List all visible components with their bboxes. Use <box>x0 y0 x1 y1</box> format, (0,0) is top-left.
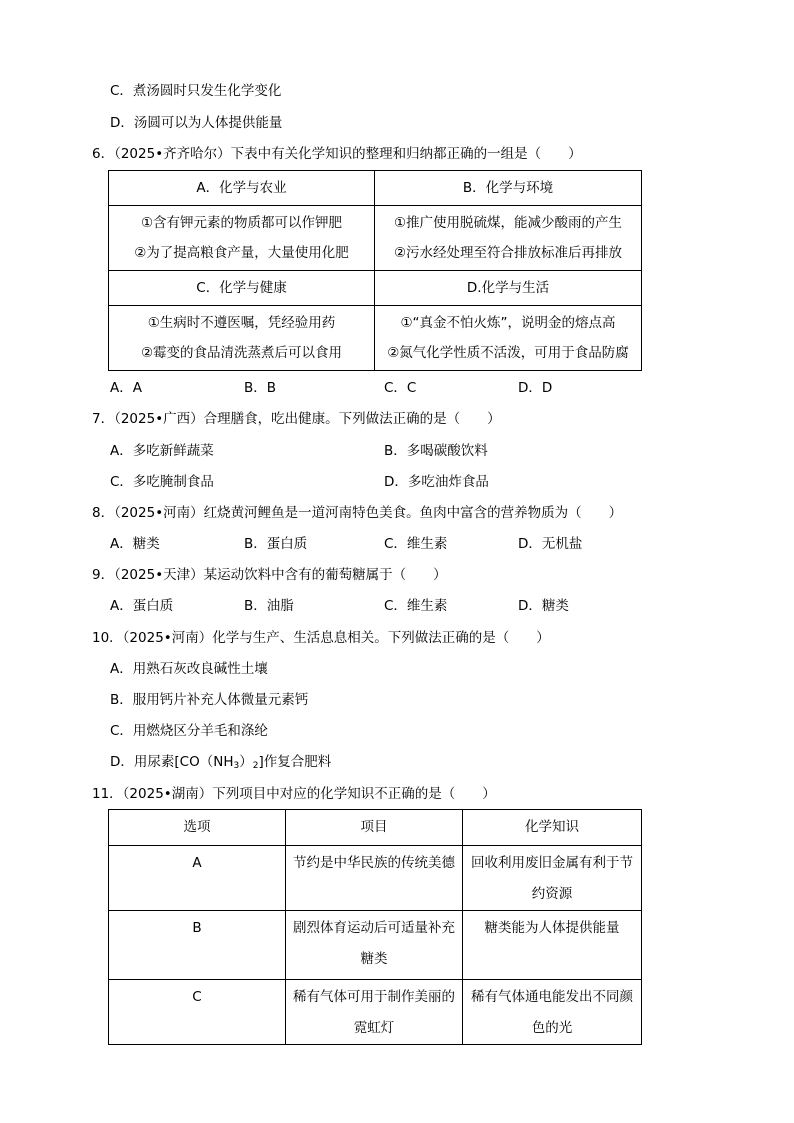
option-d: D．汤圆可以为人体提供能量 <box>110 115 283 131</box>
row-b-item: 剧烈体育运动后可适量补充糖类 <box>286 911 463 980</box>
header-item: 项目 <box>286 810 463 846</box>
option-b: B．多喝碳酸饮料 <box>384 443 488 459</box>
option-b: B．服用钙片补充人体微量元素钙 <box>110 692 309 708</box>
question-10-stem: 10．（2025•河南）化学与生产、生活息息相关。下列做法正确的是（ ） <box>92 630 550 646</box>
row-b-knowledge: 糖类能为人体提供能量 <box>463 911 642 980</box>
row-a-knowledge: 回收利用废旧金属有利于节约资源 <box>463 846 642 911</box>
subscript-3: 3 <box>233 761 240 771</box>
option-b: B．B <box>244 380 277 396</box>
cell-a-title: A．化学与农业 <box>109 171 375 206</box>
cell-d-line2: ②氮气化学性质不活泼，可用于食品防腐 <box>387 345 629 361</box>
question-9-options <box>110 596 670 616</box>
question-6-table <box>108 170 642 371</box>
option-c: C．多吃腌制食品 <box>110 474 214 490</box>
row-a-option: A <box>109 846 286 911</box>
question-7-stem: 7．（2025•广西）合理膳食，吃出健康。下列做法正确的是（ ） <box>92 411 501 427</box>
cell-c-content <box>109 306 375 371</box>
cell-b-line2: ②污水经处理至符合排放标准后再排放 <box>393 245 623 261</box>
row-b-option: B <box>109 911 286 980</box>
question-8-options <box>110 534 670 554</box>
option-a: A．糖类 <box>110 536 160 552</box>
row-c-knowledge: 稀有气体通电能发出不同颜色的光 <box>463 980 642 1045</box>
subscript-2: 2 <box>252 761 259 771</box>
option-d-mid: ） <box>239 754 253 770</box>
cell-b-title: B．化学与环境 <box>375 171 642 206</box>
option-d: D．多吃油炸食品 <box>384 474 489 490</box>
option-c: C．煮汤圆时只发生化学变化 <box>110 83 282 99</box>
option-a: A．多吃新鲜蔬菜 <box>110 443 214 459</box>
cell-c-title: C．化学与健康 <box>109 271 375 306</box>
option-a: A．A <box>110 380 142 396</box>
option-d: D．无机盐 <box>518 536 583 552</box>
question-6-options <box>110 378 670 398</box>
header-knowledge: 化学知识 <box>463 810 642 846</box>
option-b: B．蛋白质 <box>244 536 308 552</box>
question-8-stem: 8．（2025•河南）红烧黄河鲤鱼是一道河南特色美食。鱼肉中富含的营养物质为（ ） <box>92 505 623 521</box>
cell-c-line2: ②霉变的食品清洗蒸煮后可以食用 <box>140 345 343 361</box>
option-c: C．维生素 <box>384 598 448 614</box>
row-c-option: C <box>109 980 286 1045</box>
cell-a-line1: ①含有钾元素的物质都可以作钾肥 <box>140 215 343 231</box>
option-a: A．用熟石灰改良碱性土壤 <box>110 661 268 677</box>
question-9-stem: 9．（2025•天津）某运动饮料中含有的葡萄糖属于（ ） <box>92 567 447 583</box>
option-b: B．油脂 <box>244 598 294 614</box>
option-d: D．D <box>518 380 553 396</box>
row-c-item: 稀有气体可用于制作美丽的霓虹灯 <box>286 980 463 1045</box>
option-d-pre: D．用尿素[CO（NH <box>110 754 234 770</box>
option-d <box>110 752 331 776</box>
cell-d-title: D.化学与生活 <box>375 271 642 306</box>
question-11-table <box>108 809 642 1045</box>
question-7-options-row1 <box>110 441 670 461</box>
option-c: C．C <box>384 380 417 396</box>
option-c: C．维生素 <box>384 536 448 552</box>
option-d-post: ]作复合肥料 <box>258 754 332 770</box>
cell-c-line1: ①生病时不遵医嘱，凭经验用药 <box>147 315 336 331</box>
cell-b-line1: ①推广使用脱硫煤，能减少酸雨的产生 <box>393 215 623 231</box>
cell-d-line1: ①“真金不怕火炼”，说明金的熔点高 <box>400 315 616 331</box>
question-11-stem: 11．（2025•湖南）下列项目中对应的化学知识不正确的是（ ） <box>92 786 496 802</box>
cell-b-content <box>375 206 642 271</box>
option-a: A．蛋白质 <box>110 598 174 614</box>
cell-d-content <box>375 306 642 371</box>
row-a-item: 节约是中华民族的传统美德 <box>286 846 463 911</box>
cell-a-line2: ②为了提高粮食产量，大量使用化肥 <box>134 245 349 261</box>
option-c: C．用燃烧区分羊毛和涤纶 <box>110 723 268 739</box>
header-option: 选项 <box>109 810 286 846</box>
option-d: D．糖类 <box>518 598 569 614</box>
cell-a-content <box>109 206 375 271</box>
question-7-options-row2 <box>110 472 670 492</box>
question-6-stem: 6．（2025•齐齐哈尔）下表中有关化学知识的整理和归纳都正确的一组是（ ） <box>92 146 582 162</box>
